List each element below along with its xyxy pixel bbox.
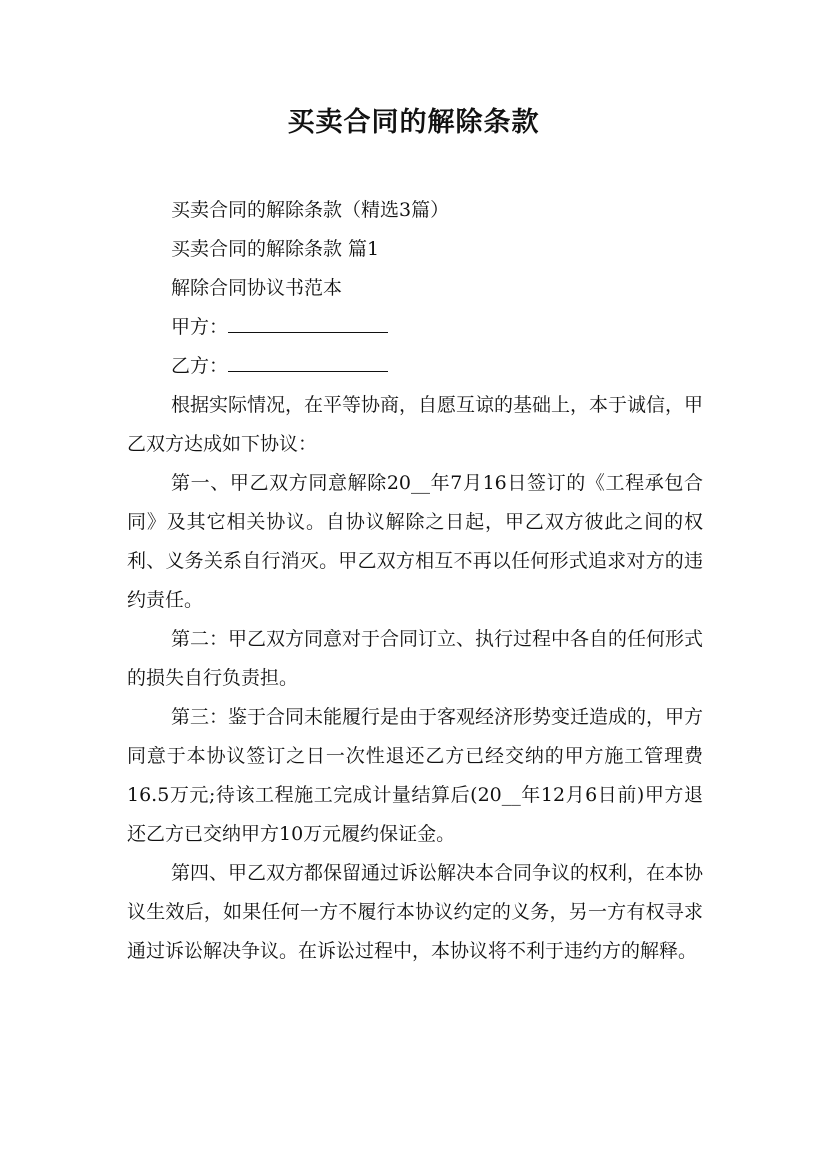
paragraph-clause-3: 第三：鉴于合同未能履行是由于客观经济形势变迁造成的，甲方同意于本协议签订之日一次性退还乙方已经交纳的甲方施工管理费16.5万元;待该工程施工完成计量结算后(20__年12月6日前)甲方退还乙方已交纳甲方10万元履约保证金。 [127, 706, 704, 845]
paragraph-clause-4: 第四、甲乙双方都保留通过诉讼解决本合同争议的权利，在本协议生效后，如果任何一方不履行本协议约定的义务，另一方有权寻求通过诉讼解决争议。在诉讼过程中，本协议将不利于违约方的解释。 [127, 862, 704, 962]
subtitle-line: 买卖合同的解除条款（精选3篇） [171, 199, 450, 221]
paragraph-preamble: 根据实际情况，在平等协商，自愿互谅的基础上，本于诚信，甲乙双方达成如下协议： [127, 394, 704, 455]
paragraph-clause-2: 第二：甲乙双方同意对于合同订立、执行过程中各自的任何形式的损失自行负责担。 [127, 628, 704, 689]
section-heading: 买卖合同的解除条款 篇1 [171, 238, 380, 260]
document-body [127, 191, 703, 971]
paragraph-clause-1: 第一、甲乙双方同意解除20__年7月16日签订的《工程承包合同》及其它相关协议。自协议解除之日起，甲乙双方彼此之间的权利、义务关系自行消灭。甲乙双方相互不再以任何形式追求对方的违约责任。 [127, 472, 703, 611]
party-b-blank [228, 347, 388, 372]
party-a-label: 甲方： [171, 316, 229, 338]
agreement-name: 解除合同协议书范本 [171, 277, 343, 299]
party-a-blank [228, 308, 388, 333]
document-title: 买卖合同的解除条款 [287, 107, 540, 138]
party-a-line [127, 308, 703, 347]
party-b-line [127, 347, 703, 386]
party-b-label: 乙方： [171, 355, 229, 377]
